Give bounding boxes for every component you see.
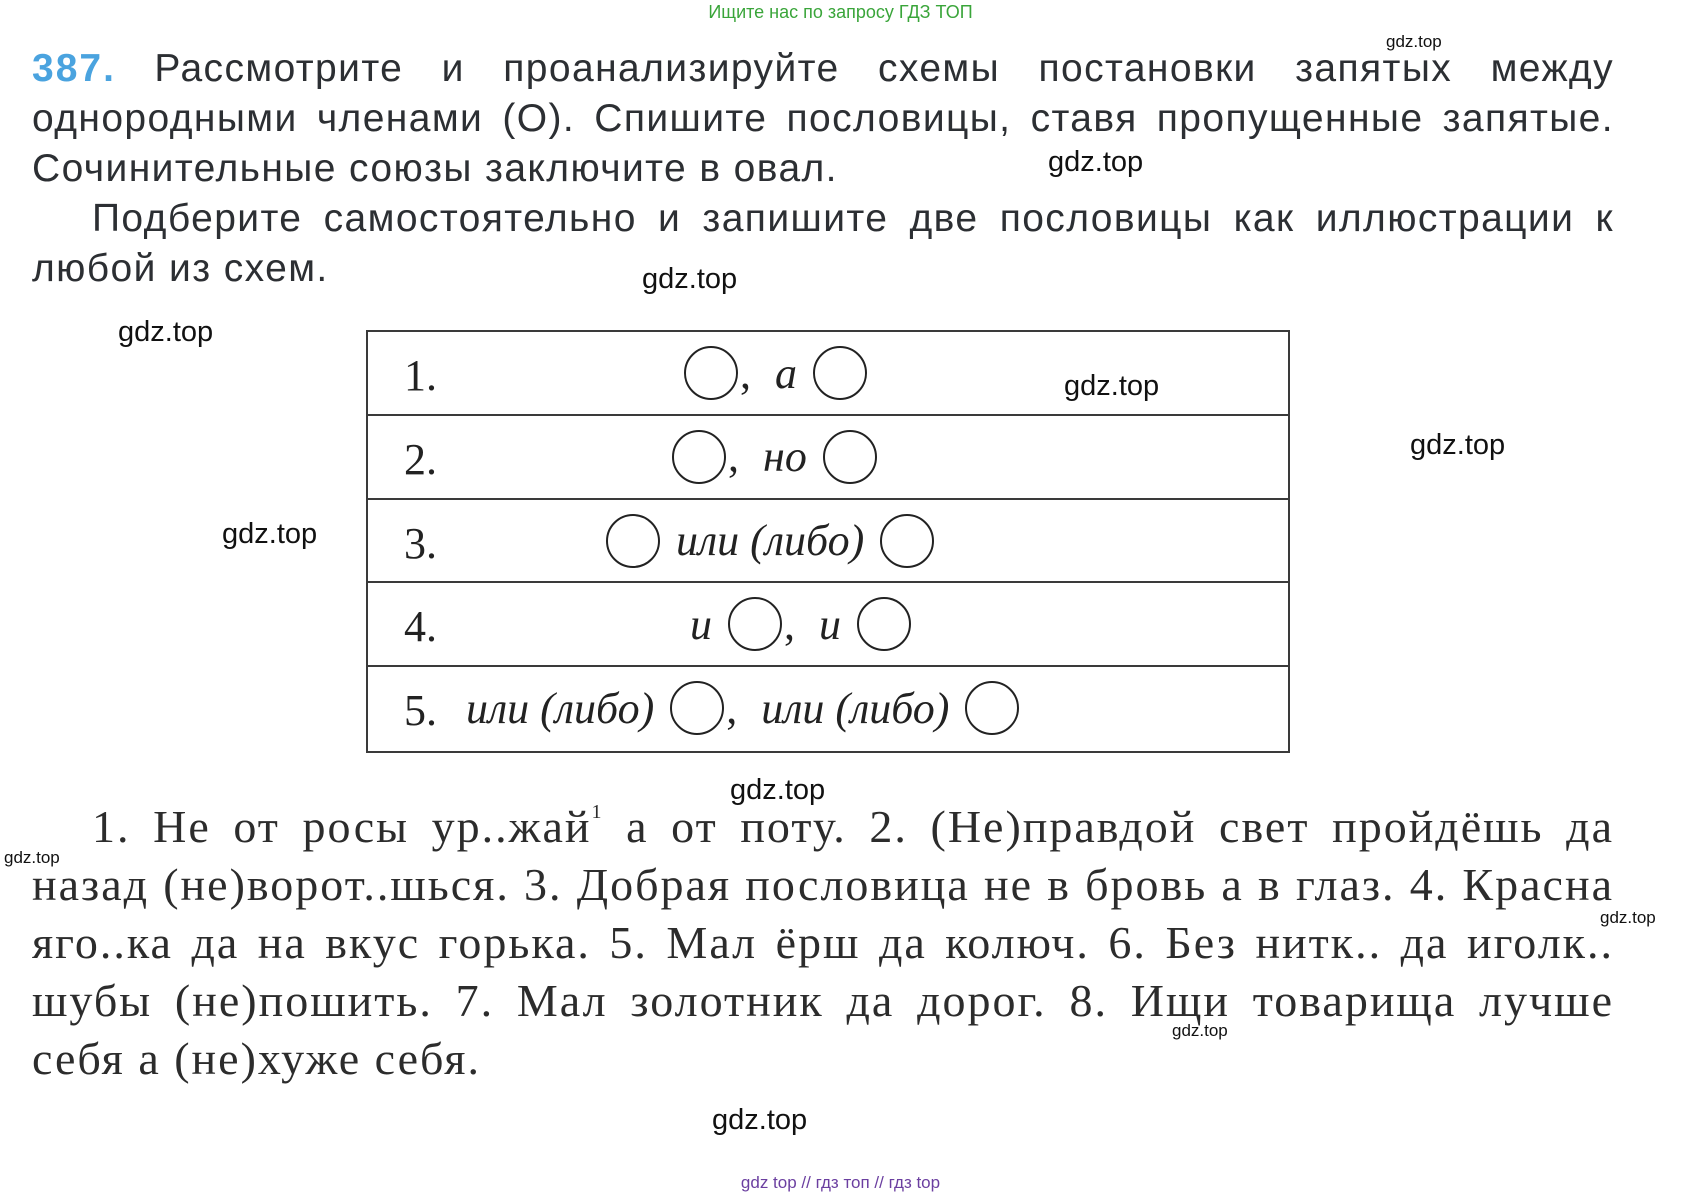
- watermark: gdz.top: [1048, 146, 1144, 178]
- member-circle: [728, 597, 782, 651]
- watermark: gdz.top: [730, 774, 826, 806]
- scheme-row: [368, 583, 1288, 667]
- task-text: [32, 44, 1614, 294]
- scheme-number: 2.: [404, 434, 437, 484]
- watermark: gdz.top: [4, 848, 60, 867]
- scheme-number: 4.: [404, 602, 437, 652]
- conjunction: а: [775, 348, 797, 398]
- scheme-number: 5.: [404, 686, 437, 736]
- watermark: gdz.top: [1410, 429, 1506, 461]
- footer: gdz top // гдз топ // гдз top: [740, 1173, 941, 1192]
- watermark: gdz.top: [1172, 1021, 1228, 1040]
- conjunction: или (либо): [676, 516, 865, 566]
- top-banner: Ищите нас по запросу ГДЗ ТОП: [708, 2, 973, 22]
- scheme-formula: и , и: [682, 597, 919, 651]
- member-circle: [965, 681, 1019, 735]
- watermark: gdz.top: [118, 316, 214, 348]
- member-circle: [672, 430, 726, 484]
- member-circle: [606, 514, 660, 568]
- conjunction: или (либо): [761, 683, 950, 733]
- task-instructions: Рассмотрите и проанализируйте схемы постановки запятых между однородными членами (О). Спишите пословицы, ставя пропущенные запятые. Сочинительные союзы заключите в овал.: [32, 47, 1614, 190]
- member-circle: [857, 597, 911, 651]
- task-instructions-2: Подберите самостоятельно и запишите две пословицы как иллюстрации к любой из схем.: [32, 197, 1614, 290]
- member-circle: [880, 514, 934, 568]
- scheme-number: 1.: [404, 351, 437, 400]
- watermark: gdz.top: [1386, 32, 1442, 51]
- conjunction: и: [690, 599, 712, 649]
- footnote-marker: 1: [591, 801, 604, 823]
- member-circle: [684, 346, 738, 400]
- member-circle: [823, 430, 877, 484]
- watermark: gdz.top: [712, 1104, 808, 1136]
- member-circle: [670, 681, 724, 735]
- conjunction: или (либо): [466, 683, 655, 733]
- watermark: gdz.top: [222, 518, 318, 550]
- scheme-formula: , но: [664, 430, 885, 484]
- proverbs-text: 1. Не от росы ур..жай$^1$ а от поту. 2. (Не)правдой свет пройдёшь да назад (не)ворот..шься. 3. Добрая пословица не в бровь а в глаз. 4. Красна яго..ка да на вкус горька. 5. Мал ёрш да колюч. 6. Без нитк.. да иголк.. шубы (не)пошить. 7. Мал золотник да дорог. 8. Ищи товарища лучше себя а (не)хуже себя.: [32, 801, 1614, 1084]
- conjunction: и: [819, 599, 841, 649]
- conjunction: но: [763, 432, 807, 482]
- member-circle: [813, 346, 867, 400]
- scheme-row: [368, 416, 1288, 500]
- scheme-formula: [598, 514, 942, 568]
- watermark: gdz.top: [642, 263, 738, 295]
- scheme-row: [368, 500, 1288, 584]
- scheme-formula: или (либо) , или (либо): [458, 681, 1027, 735]
- watermark: gdz.top: [1064, 370, 1160, 402]
- task-number: 387.: [32, 47, 116, 90]
- scheme-formula: , а: [676, 346, 875, 400]
- watermark: gdz.top: [1600, 908, 1656, 927]
- scheme-row: [368, 667, 1288, 751]
- scheme-number: 3.: [404, 518, 437, 568]
